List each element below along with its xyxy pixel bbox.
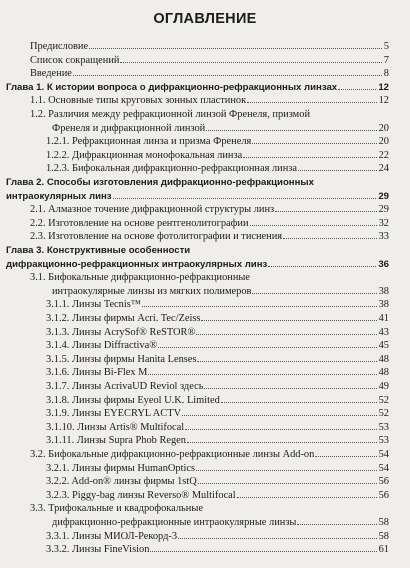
toc-entry-label: 3.2.3. Piggy-bag линзы Reverso® Multifocal [46, 489, 236, 501]
toc-entry [0, 475, 389, 488]
toc-entry-label: дифракционно-рефракционные интраокулярные линзы [52, 517, 297, 528]
toc-entry-label: 3.3.1. Линзы МИОЛ-Рекорд-3 [46, 530, 178, 542]
toc-entry-label: 3.1.4. Линзы Diffractiva® [46, 340, 158, 352]
toc-entry-label: 3.2.1. Линзы фирмы HumanOptics [46, 462, 196, 474]
dot-leader [297, 516, 376, 525]
toc-entry [0, 54, 389, 67]
dot-leader [89, 40, 382, 49]
dot-leader [252, 285, 376, 294]
toc-entry-label: 3.3. Трифокальные и квадрофокальные [30, 503, 203, 515]
toc-page-number: 29 [378, 204, 389, 216]
toc-entry-label: 3.1.9. Линзы EYECRYL ACTV [46, 408, 182, 420]
toc-entry [0, 516, 389, 529]
dot-leader [338, 81, 376, 90]
toc-page-number: 36 [378, 258, 389, 270]
toc-entry [0, 122, 389, 135]
toc-page-number: 12 [378, 81, 389, 93]
toc-entry-label: 3.2.2. Add-on® линзы фирмы 1stQ [46, 476, 197, 488]
bleed-through-text [170, 0, 410, 8]
toc-entry [0, 285, 389, 298]
toc-entry-label: 2.2. Изготовление на основе рентгенолитографии [30, 217, 249, 229]
toc-entry [0, 353, 389, 366]
dot-leader [251, 272, 387, 280]
toc-page-number: 7 [383, 54, 389, 66]
toc-entry [0, 135, 389, 148]
toc-page-number: 53 [378, 421, 389, 433]
toc-chapter [6, 258, 389, 271]
toc-page-number: 56 [378, 476, 389, 488]
dot-leader [150, 543, 376, 552]
toc-entry [0, 530, 389, 543]
toc-entry-label: 3.1.8. Линзы фирмы Eyeol U.K. Limited [46, 394, 220, 406]
dot-leader [142, 298, 377, 307]
toc-page-number: 20 [378, 122, 389, 134]
toc-entry [0, 380, 389, 393]
dot-leader [197, 353, 376, 362]
toc-entry [0, 312, 389, 325]
toc-chapter [6, 81, 389, 94]
toc-entry [0, 502, 389, 515]
toc-page-number: 58 [378, 530, 389, 542]
toc-page-number: 22 [378, 149, 389, 161]
toc-page-number: 58 [378, 517, 389, 528]
dot-leader [315, 448, 376, 457]
toc-page-number: 24 [378, 163, 389, 175]
toc-page-number: 38 [378, 299, 389, 311]
toc-entry [0, 203, 389, 216]
toc-page-number: 48 [378, 367, 389, 379]
toc-entry [0, 230, 389, 243]
dot-leader [196, 326, 376, 335]
toc-entry-label: 2.3. Изготовление на основе фотолитографии и тиснения [30, 231, 283, 243]
toc-entry-label: 3.2. Бифокальные дифракционно-рефракционные линзы Add-on [30, 449, 315, 460]
toc-entry-label: 1.2.1. Рефракционная линза и призма Френеля [46, 136, 252, 148]
dot-leader [185, 421, 376, 430]
toc-entry [0, 94, 389, 107]
toc-entry [0, 298, 389, 311]
toc-page-number: 33 [378, 231, 389, 243]
toc-page-number: 45 [378, 340, 389, 352]
toc-entry-label: 3.1.3. Линзы AcrySof® ReSTOR® [46, 326, 196, 338]
toc-page-number: 38 [378, 285, 389, 297]
dot-leader [198, 475, 377, 484]
dot-leader [206, 122, 376, 131]
dot-leader [243, 149, 376, 158]
dot-leader [196, 462, 377, 471]
toc-entry [0, 162, 389, 175]
toc-entry-label: 3.1.5. Линзы фирмы Hanita Lenses [46, 353, 197, 365]
toc-entry [0, 489, 389, 502]
toc-entry [0, 394, 389, 407]
toc-page-number: 56 [378, 489, 389, 501]
toc-entry [0, 421, 389, 434]
toc-page-number: 32 [378, 217, 389, 229]
toc-entry [0, 462, 389, 475]
toc-entry-label: интраокулярных линз [6, 190, 112, 202]
toc-page-number: 52 [378, 408, 389, 420]
toc-page-number: 29 [378, 190, 389, 202]
toc-entry [0, 434, 389, 447]
toc-entry-label: Введение [30, 68, 72, 80]
dot-leader [158, 339, 376, 348]
toc-entry [0, 217, 389, 230]
toc-entry [0, 407, 389, 420]
toc-chapter [6, 244, 389, 257]
dot-leader [250, 217, 377, 226]
dot-leader [148, 366, 376, 375]
toc-page-number: 54 [378, 449, 389, 460]
toc-entry [0, 271, 389, 284]
toc-page-number: 41 [378, 313, 389, 324]
dot-leader [201, 312, 376, 321]
toc-page-number: 12 [378, 95, 389, 107]
toc-entry [0, 67, 389, 80]
toc-entry [0, 543, 389, 556]
dot-leader [187, 434, 377, 443]
dot-leader [120, 54, 381, 63]
toc-entry-label: 3.1.7. Линзы AcrivaUD Reviol здесь [46, 381, 204, 392]
dot-leader [252, 135, 376, 144]
toc-page-number: 43 [378, 326, 389, 338]
toc-page-number: 54 [378, 462, 389, 474]
toc-entry-label: 3.1.11. Линзы Supra Phob Regen [46, 435, 186, 447]
toc-entry [0, 149, 389, 162]
toc-entry-label: Глава 2. Способы изготовления дифракционно-рефракционных [6, 177, 314, 188]
toc-page-number: 52 [378, 394, 389, 406]
dot-leader [113, 190, 377, 199]
dot-leader [204, 503, 387, 511]
toc-entry-label: дифракционно-рефракционных интраокулярных линз [6, 258, 268, 270]
dot-leader [283, 230, 377, 239]
dot-leader [275, 203, 376, 212]
toc-entry [0, 366, 389, 379]
toc-entry-label: 3.1.2. Линзы фирмы Acri. Tec/Zeiss [46, 313, 201, 324]
toc-entry [0, 326, 389, 339]
dot-leader [247, 94, 376, 103]
dot-leader [311, 109, 387, 117]
toc-entry-label: 1.2.2. Дифракционная монофокальная линза [46, 149, 243, 161]
toc-entry-label: интраокулярные линзы из мягких полимеров [52, 285, 252, 297]
toc-entry-label: 3.1.6. Линзы Bi-Flex M [46, 367, 148, 379]
dot-leader [73, 67, 382, 76]
toc-page-number: 48 [378, 353, 389, 365]
dot-leader [204, 380, 376, 389]
toc-page-number: 8 [383, 68, 389, 80]
toc-chapter [6, 176, 389, 189]
dot-leader [178, 530, 377, 539]
page-title: ОГЛАВЛЕНИЕ [153, 11, 257, 27]
toc-entry [0, 108, 389, 121]
toc-entry-label: 1.2.3. Бифокальная дифракционно-рефракционная линза [46, 163, 297, 175]
dot-leader [191, 245, 387, 253]
toc-entry-label: Френеля и дифракционной линзой [52, 122, 206, 134]
toc-entry-label: 2.1. Алмазное точение дифракционной структуры линз [30, 204, 275, 216]
dot-leader [315, 177, 387, 185]
toc-entry-label: Предисловие [30, 41, 89, 52]
toc-page-number: 20 [378, 136, 389, 148]
toc-entry-label: 1.1. Основные типы круговых зонных пластинок [30, 95, 247, 107]
dot-leader [221, 394, 377, 403]
toc-page-number: 5 [383, 41, 389, 52]
dot-leader [237, 489, 377, 498]
toc-entry [0, 448, 389, 461]
dot-leader [182, 407, 377, 416]
toc-entry-label: 1.2. Различия между рефракционной линзой Френеля, призмой [30, 109, 311, 120]
toc-entry-label: 3.1.1. Линзы Tecnis™ [46, 299, 141, 311]
toc-entry-label: Глава 1. К истории вопроса о дифракционно-рефракционных линзах [6, 81, 338, 93]
toc-entry-label: 3.3.2. Линзы FineVision [46, 544, 150, 556]
dot-leader [268, 258, 376, 267]
toc-entry-label: 3.1. Бифокальные дифракционно-рефракционные [30, 272, 250, 284]
toc-entry [0, 40, 389, 53]
toc-page-number: 49 [378, 381, 389, 392]
toc-entry [0, 339, 389, 352]
toc-chapter [6, 190, 389, 203]
toc-entry-label: 3.1.10. Линзы Artis® Multifocal [46, 421, 185, 433]
toc-page-number: 53 [378, 435, 389, 447]
toc-page-number: 61 [378, 544, 389, 556]
dot-leader [298, 162, 377, 171]
toc-entry-label: Глава 3. Конструктивные особенности [6, 245, 191, 256]
toc-entry-label: Список сокращений [30, 54, 120, 66]
